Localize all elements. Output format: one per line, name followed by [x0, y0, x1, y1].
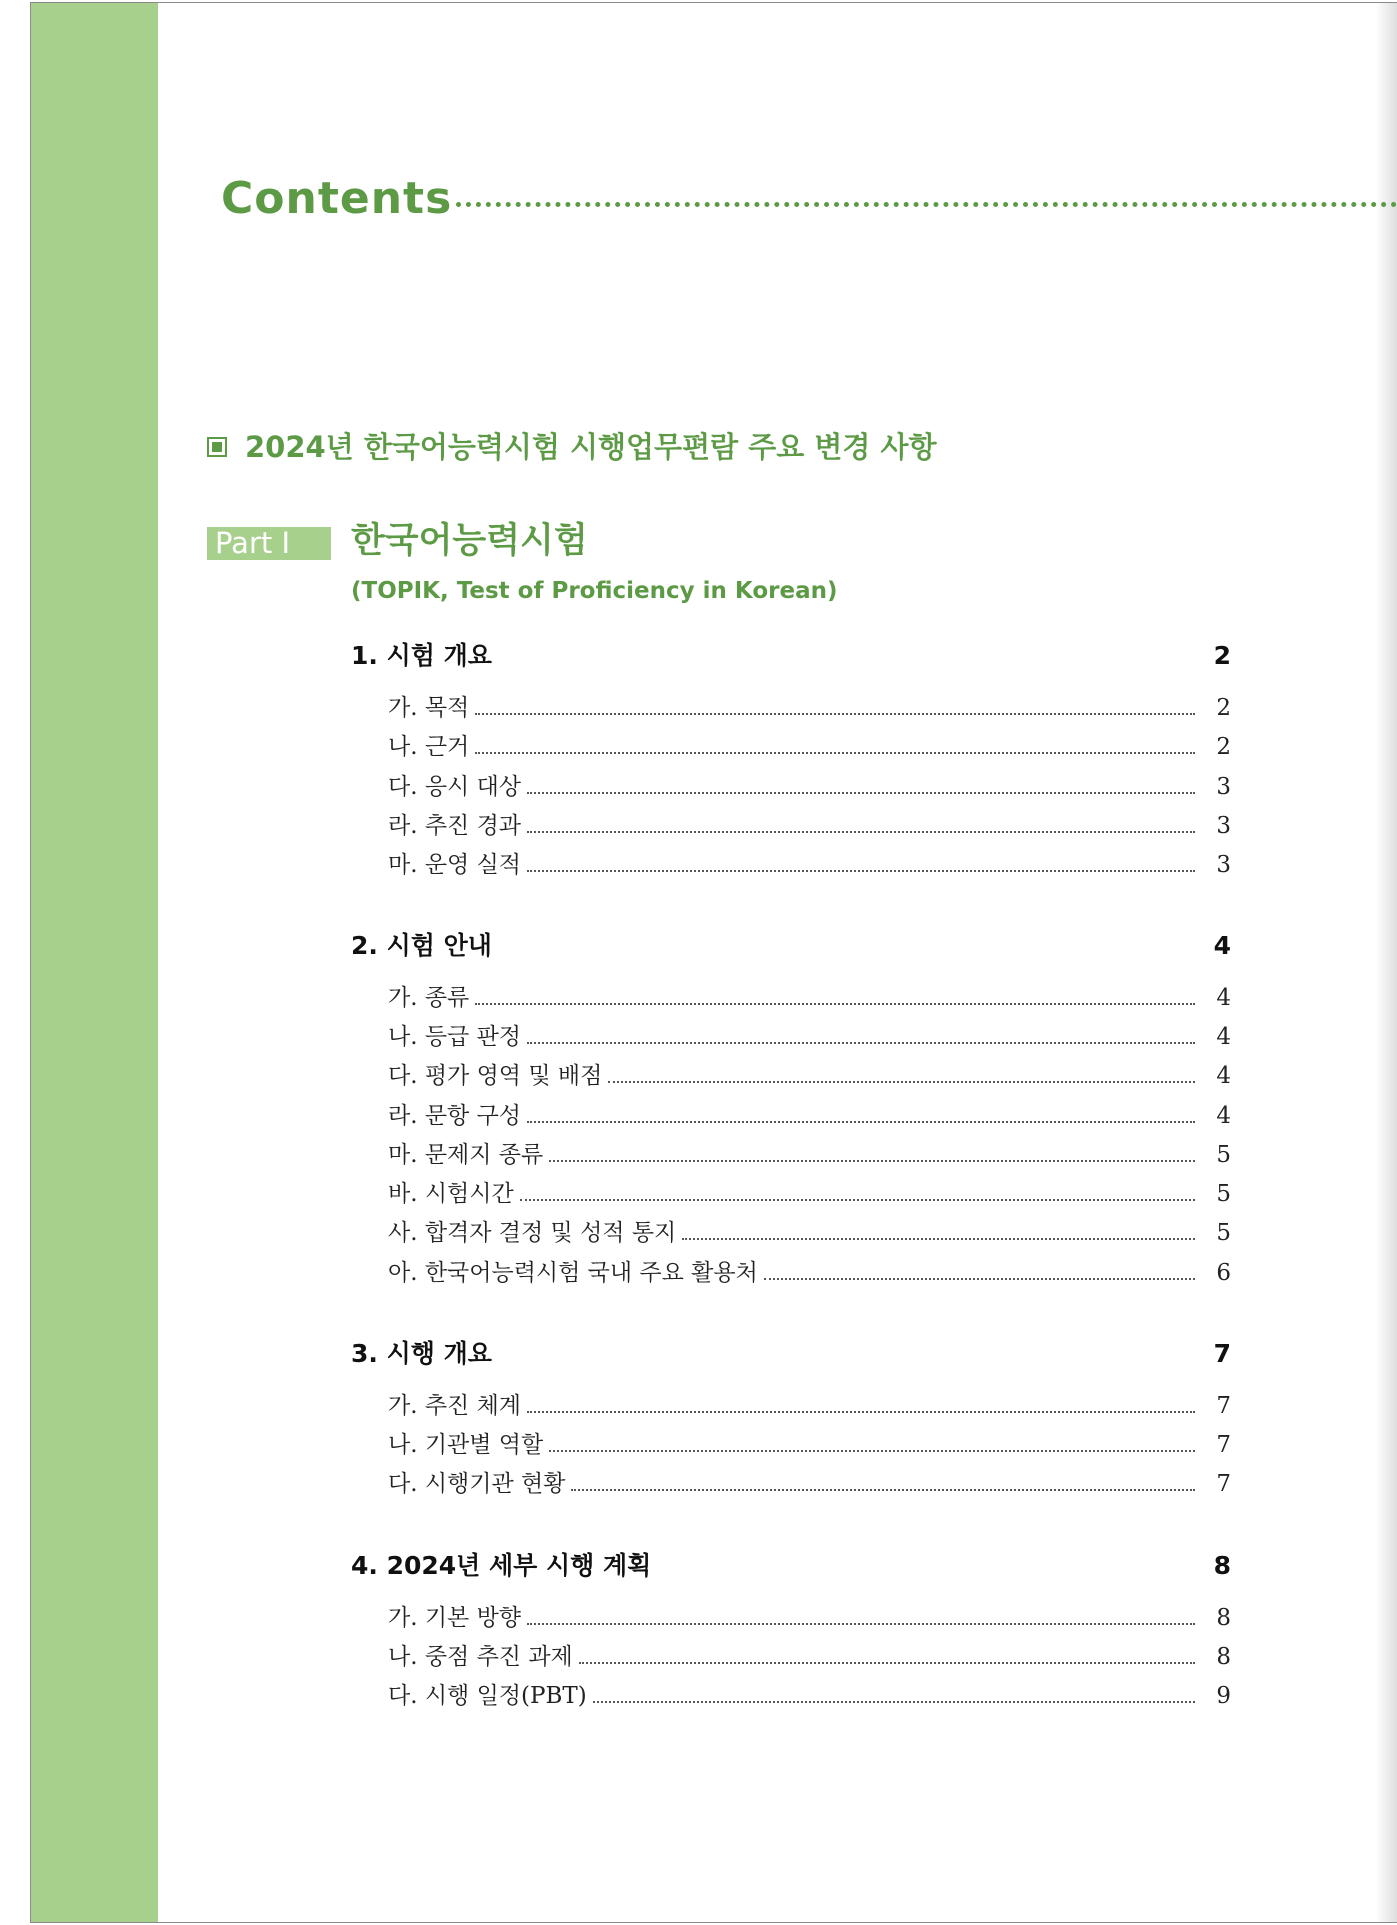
toc-entry-label: 다. 시행기관 현황 [388, 1471, 566, 1497]
section-heading[interactable] [351, 1548, 1231, 1584]
toc-entry-label: 가. 추진 체계 [388, 1393, 522, 1419]
toc-entry-page: 3 [1216, 774, 1231, 800]
section-page-number: 8 [1213, 1551, 1231, 1580]
toc-entry-page: 2 [1216, 695, 1231, 721]
dotted-leader [549, 1450, 1195, 1452]
toc-entry-page: 3 [1216, 813, 1231, 839]
toc-entry[interactable] [388, 1140, 1231, 1170]
dotted-leader [571, 1489, 1195, 1491]
toc-entry-label: 마. 문제지 종류 [388, 1142, 544, 1168]
toc-entry-label: 라. 문항 구성 [388, 1103, 522, 1129]
toc-entry-page: 2 [1216, 734, 1231, 760]
toc-entry[interactable] [388, 1061, 1231, 1091]
toc-entry[interactable] [388, 1603, 1231, 1633]
toc-entry[interactable] [388, 983, 1231, 1013]
toc-entry-label: 나. 등급 판정 [388, 1024, 522, 1050]
toc-entry-label: 다. 응시 대상 [388, 774, 522, 800]
toc-entry[interactable] [388, 1681, 1231, 1711]
toc-entry[interactable] [388, 1218, 1231, 1248]
toc-entry[interactable] [388, 1642, 1231, 1672]
section-heading[interactable] [351, 928, 1231, 964]
section-heading[interactable] [351, 1336, 1231, 1372]
toc-entry-page: 5 [1216, 1142, 1231, 1168]
toc-entry-label: 가. 목적 [388, 695, 470, 721]
section-title: 4. 2024년 세부 시행 계획 [351, 1551, 652, 1580]
toc-entry-page: 3 [1216, 852, 1231, 878]
toc-entry-page: 6 [1216, 1260, 1231, 1286]
toc-entry-label: 아. 한국어능력시험 국내 주요 활용처 [388, 1260, 758, 1286]
contents-dotted-leader [456, 202, 1397, 207]
toc-entry-page: 7 [1216, 1393, 1231, 1419]
contents-title: Contents [221, 173, 453, 224]
toc-entry[interactable] [388, 1258, 1231, 1288]
toc-entry-page: 8 [1216, 1605, 1231, 1631]
toc-entry-page: 5 [1216, 1220, 1231, 1246]
toc-entry-page: 9 [1216, 1683, 1231, 1709]
toc-entry[interactable] [388, 1391, 1231, 1421]
dotted-leader [549, 1160, 1195, 1162]
toc-entry-label: 나. 기관별 역할 [388, 1432, 544, 1458]
section-page-number: 2 [1213, 641, 1231, 670]
dotted-leader [520, 1199, 1195, 1201]
page-edge-shadow [1375, 3, 1397, 1922]
document-page [30, 2, 1397, 1923]
toc-entry-label: 바. 시험시간 [388, 1181, 514, 1207]
section-title: 1. 시험 개요 [351, 641, 492, 670]
section-title: 3. 시행 개요 [351, 1339, 492, 1368]
toc-entry-label: 사. 합격자 결정 및 성적 통지 [388, 1220, 677, 1246]
square-bullet-icon [207, 437, 227, 457]
dotted-leader [593, 1701, 1195, 1703]
dotted-leader [527, 792, 1195, 794]
dotted-leader [475, 713, 1195, 715]
section-title: 2. 시험 안내 [351, 931, 492, 960]
changes-heading-text: 2024년 한국어능력시험 시행업무편람 주요 변경 사항 [245, 430, 937, 464]
dotted-leader [475, 1003, 1195, 1005]
toc-entry[interactable] [388, 811, 1231, 841]
toc-entry-label: 다. 시행 일정(PBT) [388, 1683, 587, 1709]
dotted-leader [682, 1238, 1195, 1240]
dotted-leader [475, 752, 1195, 754]
dotted-leader [764, 1278, 1195, 1280]
section-page-number: 7 [1213, 1339, 1231, 1368]
part-badge: Part Ⅰ [207, 527, 331, 560]
toc-entry[interactable] [388, 1179, 1231, 1209]
toc-entry[interactable] [388, 772, 1231, 802]
toc-entry-page: 4 [1216, 985, 1231, 1011]
toc-entry[interactable] [388, 1469, 1231, 1499]
toc-entry-label: 나. 근거 [388, 734, 470, 760]
toc-entry-page: 7 [1216, 1471, 1231, 1497]
changes-heading[interactable] [207, 429, 936, 465]
dotted-leader [527, 1121, 1195, 1123]
toc-entry[interactable] [388, 850, 1231, 880]
dotted-leader [527, 1411, 1195, 1413]
part-subtitle: (TOPIK, Test of Proficiency in Korean) [351, 578, 838, 604]
toc-entry[interactable] [388, 732, 1231, 762]
section-heading[interactable] [351, 638, 1231, 674]
toc-entry-label: 라. 추진 경과 [388, 813, 522, 839]
toc-entry-label: 마. 운영 실적 [388, 852, 522, 878]
toc-entry[interactable] [388, 1022, 1231, 1052]
toc-entry-page: 7 [1216, 1432, 1231, 1458]
dotted-leader [579, 1662, 1195, 1664]
toc-entry-label: 나. 중점 추진 과제 [388, 1644, 573, 1670]
toc-entry-page: 8 [1216, 1644, 1231, 1670]
part-title: 한국어능력시험 [351, 521, 588, 561]
dotted-leader [527, 1623, 1195, 1625]
toc-entry[interactable] [388, 1430, 1231, 1460]
section-page-number: 4 [1213, 931, 1231, 960]
toc-entry-label: 가. 종류 [388, 985, 470, 1011]
toc-entry[interactable] [388, 693, 1231, 723]
dotted-leader [527, 1042, 1195, 1044]
toc-entry-page: 5 [1216, 1181, 1231, 1207]
toc-entry-page: 4 [1216, 1103, 1231, 1129]
dotted-leader [608, 1081, 1195, 1083]
toc-entry[interactable] [388, 1101, 1231, 1131]
left-color-band [31, 3, 158, 1922]
dotted-leader [527, 831, 1195, 833]
dotted-leader [527, 870, 1195, 872]
toc-entry-label: 가. 기본 방향 [388, 1605, 522, 1631]
toc-entry-page: 4 [1216, 1024, 1231, 1050]
toc-entry-page: 4 [1216, 1063, 1231, 1089]
toc-entry-label: 다. 평가 영역 및 배점 [388, 1063, 603, 1089]
